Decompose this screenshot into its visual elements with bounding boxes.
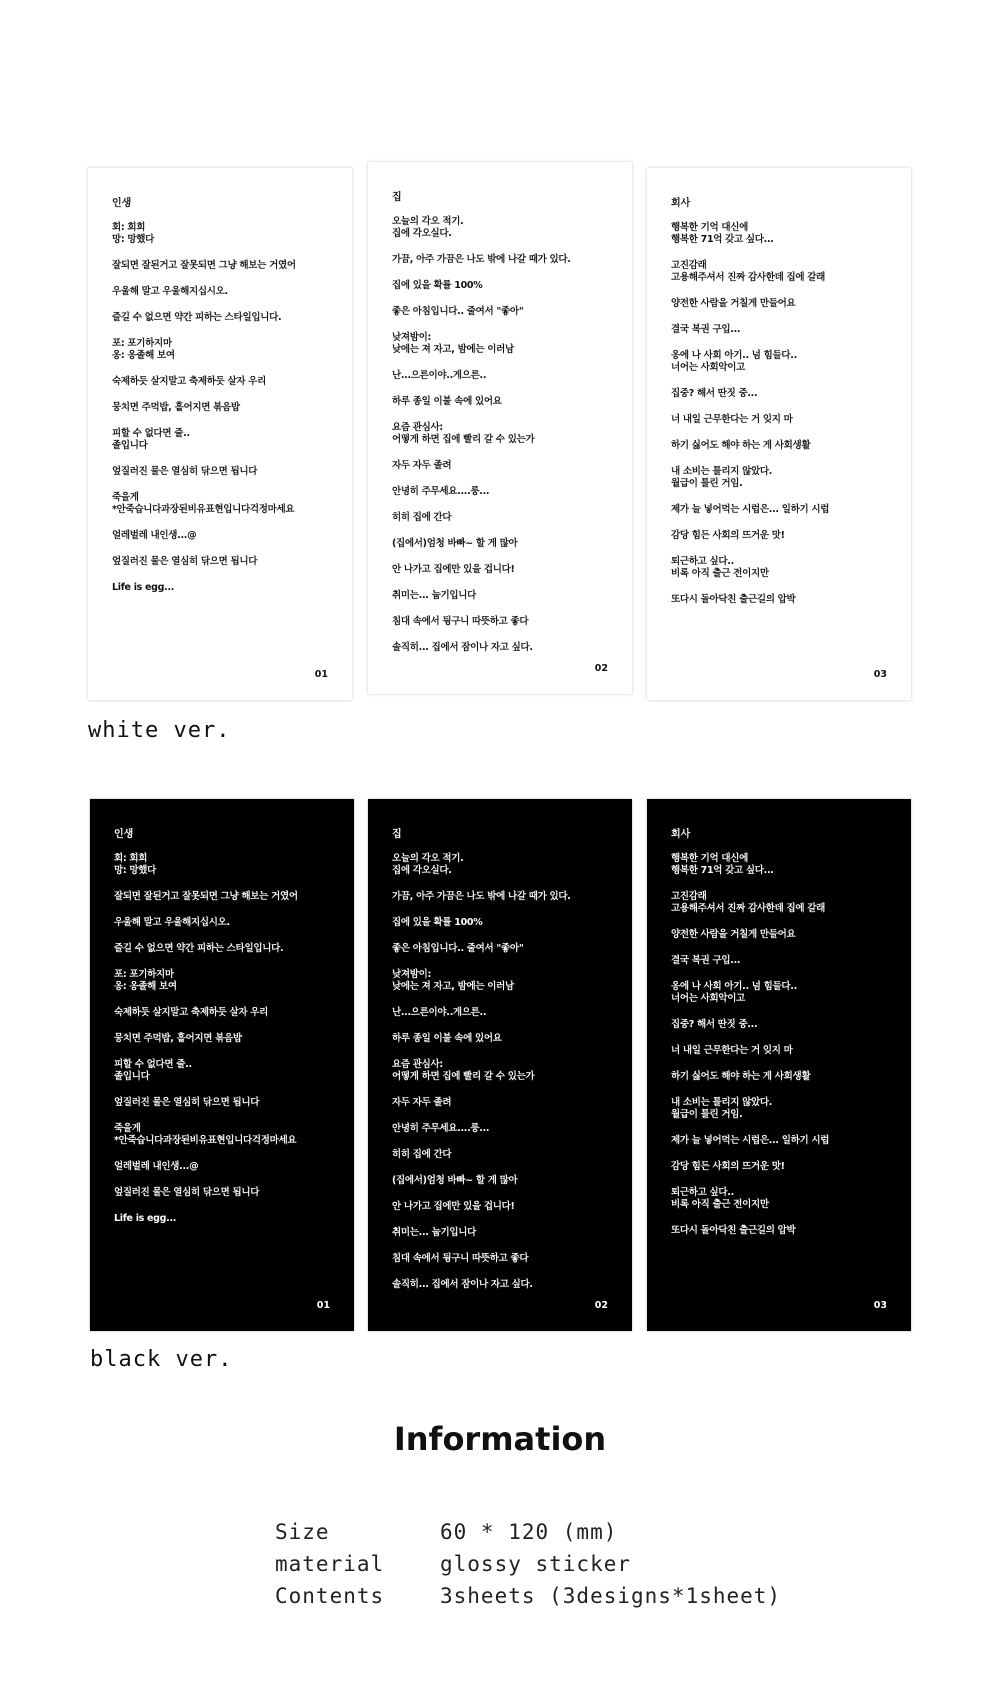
card-line: 또다시 돌아닥친 출근길의 압박 <box>671 594 796 605</box>
card-title: 집 <box>392 192 402 203</box>
card-line: 안녕히 주무세요....룽... <box>392 486 490 497</box>
card-title: 회사 <box>671 198 691 209</box>
information-title: Information <box>393 1420 607 1458</box>
card-title: 인생 <box>112 198 132 209</box>
card-line: 오늘의 각오 적기. 집에 각오실다. <box>392 216 464 239</box>
card-line: 집에 있을 확률 100% <box>392 917 483 928</box>
card-line: 양전한 사람을 거칠게 만들어요 <box>671 298 796 309</box>
card-line: 낮져밤이: 낮에는 져 자고, 밤에는 이러남 <box>392 969 514 992</box>
card-number: 02 <box>594 1300 608 1311</box>
card-lines <box>671 222 897 606</box>
card-line: 엎질러진 물은 열심히 닦으면 됩니다 <box>114 1187 260 1198</box>
card-line: 좋은 아침입니다.. 줄여서 "좋아" <box>392 943 524 954</box>
card-line: 자두 자두 졸려 <box>392 1097 452 1108</box>
card-lines <box>112 222 338 594</box>
card-line: 요즘 관심사: 어떻게 하면 집에 빨리 갈 수 있는가 <box>392 1059 535 1082</box>
card-line: (집에서)엄청 바빠~ 할 게 많아 <box>392 1175 518 1186</box>
white-card-03 <box>647 168 911 700</box>
card-line: 난...으른이야..게으른.. <box>392 370 487 381</box>
card-line: 잘되면 잘된거고 잘못되면 그냥 해보는 거였어 <box>112 260 296 271</box>
info-value: 3sheets (3designs*1sheet) <box>440 1584 782 1608</box>
card-line: 피할 수 없다면 줄.. 졸입니다 <box>114 1059 192 1082</box>
card-line: 가끔, 아주 가끔은 나도 밖에 나갈 때가 있다. <box>392 891 571 902</box>
card-line: 죽을게 *안죽습니다과장된비유표현입니다걱정마세요 <box>112 492 295 515</box>
card-line: 옹에 나 사회 아기.. 넘 힘들다.. 너어는 사회악이고 <box>671 350 797 373</box>
info-key: Contents <box>275 1584 385 1608</box>
card-line: 뭉치면 주먹밥, 흩어지면 볶음밥 <box>114 1033 242 1044</box>
card-line: 피할 수 없다면 줄.. 졸입니다 <box>112 428 190 451</box>
card-line: 포: 포기하지마 옹: 옹졸해 보여 <box>112 338 175 361</box>
card-line: 엎질러진 물은 열심히 닦으면 됩니다 <box>112 556 258 567</box>
card-lines <box>671 853 897 1237</box>
card-line: 우울해 말고 우울해지십시오. <box>112 286 228 297</box>
black-ver-label: black ver. <box>90 1347 233 1372</box>
card-number: 01 <box>314 669 328 680</box>
card-line: 낮져밤이: 낮에는 져 자고, 밤에는 이러남 <box>392 332 514 355</box>
info-row-size <box>275 1520 617 1544</box>
card-line: 양전한 사람을 거칠게 만들어요 <box>671 929 796 940</box>
card-line: 감당 힘든 사회의 뜨거운 맛! <box>671 530 785 541</box>
card-line: 감당 힘든 사회의 뜨거운 맛! <box>671 1161 785 1172</box>
black-card-01 <box>90 799 354 1331</box>
card-number: 01 <box>316 1300 330 1311</box>
card-line: 잘되면 잘된거고 잘못되면 그냥 해보는 거였어 <box>114 891 298 902</box>
card-lines <box>392 853 618 1291</box>
card-line: 너 내일 근무한다는 거 잊지 마 <box>671 1045 793 1056</box>
card-line: 우울해 말고 우울해지십시오. <box>114 917 230 928</box>
card-number: 02 <box>594 663 608 674</box>
card-line: 자두 자두 졸려 <box>392 460 452 471</box>
card-line: 내 소비는 틀리지 않았다. 월급이 틀린 거임. <box>671 1097 773 1120</box>
card-line: 안녕히 주무세요....룽... <box>392 1123 490 1134</box>
white-card-01 <box>88 168 352 700</box>
card-line: 안 나가고 집에만 있을 겁니다! <box>392 564 515 575</box>
card-line: 행복한 기억 대신에 행복한 71억 갖고 싶다... <box>671 222 774 245</box>
card-line: 히히 집에 간다 <box>392 1149 452 1160</box>
card-line: 침대 속에서 뒹구니 따뜻하고 좋다 <box>392 1253 529 1264</box>
card-line: 옹에 나 사회 아기.. 넘 힘들다.. 너어는 사회악이고 <box>671 981 797 1004</box>
card-number: 03 <box>873 1300 887 1311</box>
card-line: 하루 종일 이불 속에 있어요 <box>392 396 502 407</box>
info-key: Size <box>275 1520 330 1544</box>
card-line: 솔직히... 집에서 잠이나 자고 싶다. <box>392 1279 533 1290</box>
card-line: 엎질러진 물은 열심히 닦으면 됩니다 <box>114 1097 260 1108</box>
card-line: 취미는... 눕기입니다 <box>392 590 476 601</box>
card-line: 침대 속에서 뒹구니 따뜻하고 좋다 <box>392 616 529 627</box>
card-line: 하기 싫어도 해야 하는 게 사회생활 <box>671 440 811 451</box>
card-line: 결국 복권 구입... <box>671 955 741 966</box>
card-line: 고진감래 고용해주셔서 진짜 감사한데 집에 갈래 <box>671 260 826 283</box>
card-line: 고진감래 고용해주셔서 진짜 감사한데 집에 갈래 <box>671 891 826 914</box>
card-line: 집에 있을 확률 100% <box>392 280 483 291</box>
card-line: 뭉치면 주먹밥, 흩어지면 볶음밥 <box>112 402 240 413</box>
white-ver-label: white ver. <box>88 718 231 743</box>
card-line: 회: 회희 망: 망했다 <box>112 222 155 245</box>
info-row-material <box>275 1552 631 1576</box>
card-line: 또다시 돌아닥친 출근길의 압박 <box>671 1225 796 1236</box>
card-title: 회사 <box>671 829 691 840</box>
card-line: 좋은 아침입니다.. 줄여서 "좋아" <box>392 306 524 317</box>
card-line: 포: 포기하지마 옹: 옹졸해 보여 <box>114 969 177 992</box>
card-line: 즐길 수 없으면 약간 피하는 스타일입니다. <box>114 943 284 954</box>
card-line: 제가 늘 넣어먹는 시럽은... 일하기 시럽 <box>671 504 830 515</box>
white-card-02 <box>368 162 632 694</box>
card-line: 안 나가고 집에만 있을 겁니다! <box>392 1201 515 1212</box>
card-number: 03 <box>873 669 887 680</box>
card-line: 솔직히... 집에서 잠이나 자고 싶다. <box>392 642 533 653</box>
card-line: 너 내일 근무한다는 거 잊지 마 <box>671 414 793 425</box>
card-line: 결국 복권 구입... <box>671 324 741 335</box>
card-line: 숙제하듯 살지말고 축제하듯 살자 우리 <box>112 376 267 387</box>
card-line: Life is egg... <box>112 582 175 593</box>
card-line: 난...으른이야..게으른.. <box>392 1007 487 1018</box>
card-line: 제가 늘 넣어먹는 시럽은... 일하기 시럽 <box>671 1135 830 1146</box>
card-line: 하루 종일 이불 속에 있어요 <box>392 1033 502 1044</box>
info-value: glossy sticker <box>440 1552 632 1576</box>
info-key: material <box>275 1552 385 1576</box>
card-line: 행복한 기억 대신에 행복한 71억 갖고 싶다... <box>671 853 774 876</box>
card-line: 취미는... 눕기입니다 <box>392 1227 476 1238</box>
card-line: 하기 싫어도 해야 하는 게 사회생활 <box>671 1071 811 1082</box>
card-line: 얼레벌레 내인생...@ <box>112 530 197 541</box>
card-line: 집중? 해서 딴짓 중... <box>671 388 758 399</box>
card-title: 인생 <box>114 829 134 840</box>
card-line: (집에서)엄청 바빠~ 할 게 많아 <box>392 538 518 549</box>
card-line: 요즘 관심사: 어떻게 하면 집에 빨리 갈 수 있는가 <box>392 422 535 445</box>
card-line: 히히 집에 간다 <box>392 512 452 523</box>
card-line: 내 소비는 틀리지 않았다. 월급이 틀린 거임. <box>671 466 773 489</box>
info-row-contents <box>275 1584 781 1608</box>
card-line: 집중? 해서 딴짓 중... <box>671 1019 758 1030</box>
card-line: 즐길 수 없으면 약간 피하는 스타일입니다. <box>112 312 282 323</box>
card-line: 회: 회희 망: 망했다 <box>114 853 157 876</box>
card-line: 엎질러진 물은 열심히 닦으면 됩니다 <box>112 466 258 477</box>
card-line: 퇴근하고 싶다.. 비록 아직 출근 전이지만 <box>671 1187 769 1210</box>
card-line: 얼레벌레 내인생...@ <box>114 1161 199 1172</box>
card-lines <box>114 853 340 1225</box>
card-lines <box>392 216 618 654</box>
card-line: 숙제하듯 살지말고 축제하듯 살자 우리 <box>114 1007 269 1018</box>
card-line: 퇴근하고 싶다.. 비록 아직 출근 전이지만 <box>671 556 769 579</box>
card-line: 가끔, 아주 가끔은 나도 밖에 나갈 때가 있다. <box>392 254 571 265</box>
info-value: 60 * 120 (mm) <box>440 1520 618 1544</box>
black-card-03 <box>647 799 911 1331</box>
card-line: Life is egg... <box>114 1213 177 1224</box>
card-title: 집 <box>392 829 402 840</box>
card-line: 죽을게 *안죽습니다과장된비유표현입니다걱정마세요 <box>114 1123 297 1146</box>
card-line: 오늘의 각오 적기. 집에 각오실다. <box>392 853 464 876</box>
black-card-02 <box>368 799 632 1331</box>
